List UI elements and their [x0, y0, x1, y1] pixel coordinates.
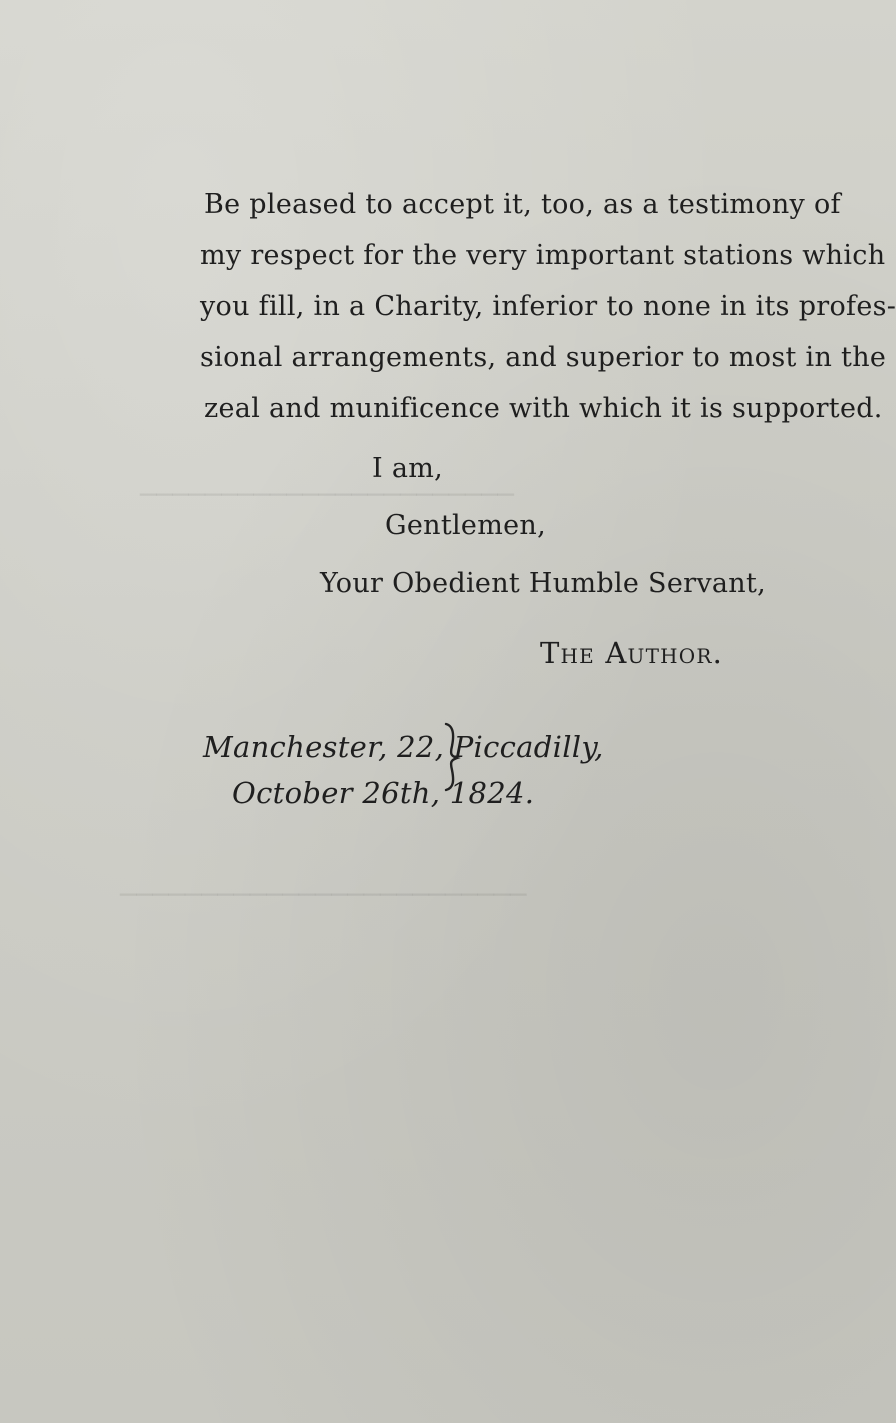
paragraph-line-5: zeal and munificence with which it is supported.	[204, 393, 883, 424]
show-through-texture-lower: ─────────────────────────	[120, 880, 527, 911]
paragraph-line-2: my respect for the very important stations which	[200, 240, 886, 271]
closing-i-am: I am,	[372, 453, 444, 484]
dateline-date: October 26th, 1824.	[232, 776, 535, 810]
dateline-place: Manchester, 22, Piccadilly,	[203, 730, 604, 764]
right-brace-icon	[442, 722, 462, 792]
paragraph-line-1: Be pleased to accept it, too, as a testimony of	[204, 189, 841, 220]
closing-salutation: Gentlemen,	[385, 510, 546, 541]
paragraph-line-3: you fill, in a Charity, inferior to none in its profes-	[200, 291, 896, 322]
paragraph-line-4: sional arrangements, and superior to most in the	[200, 342, 887, 373]
closing-servant: Your Obedient Humble Servant,	[320, 568, 766, 599]
signature: The Author.	[540, 636, 724, 670]
show-through-texture: ───────────────────────	[140, 480, 514, 511]
